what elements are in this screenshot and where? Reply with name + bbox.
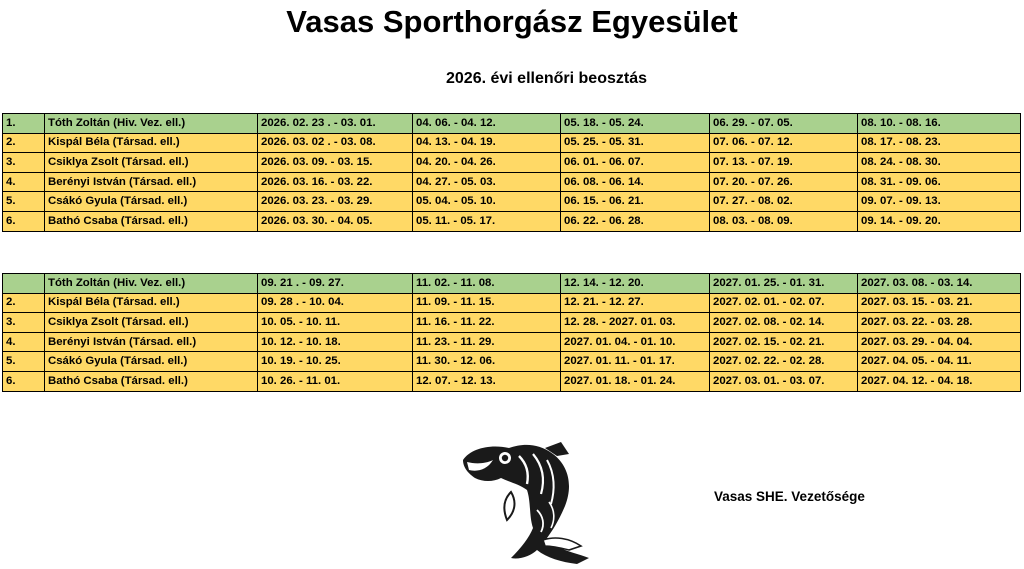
table-row bbox=[3, 211, 1021, 231]
table-row bbox=[3, 133, 1021, 153]
inspector-name: Berényi István (Társad. ell.) bbox=[45, 172, 258, 192]
signature: Vasas SHE. Vezetősége bbox=[714, 489, 865, 504]
inspector-name: Tóth Zoltán (Hiv. Vez. ell.) bbox=[45, 114, 258, 134]
date-cell: 09. 07. - 09. 13. bbox=[858, 192, 1021, 212]
row-number: 4. bbox=[3, 332, 45, 352]
date-cell: 06. 29. - 07. 05. bbox=[710, 114, 858, 134]
date-cell: 11. 02. - 11. 08. bbox=[413, 274, 561, 294]
inspector-name: Kispál Béla (Társad. ell.) bbox=[45, 133, 258, 153]
date-cell: 11. 16. - 11. 22. bbox=[413, 313, 561, 333]
date-cell: 05. 11. - 05. 17. bbox=[413, 211, 561, 231]
date-cell: 2027. 03. 08. - 03. 14. bbox=[858, 274, 1021, 294]
date-cell: 12. 21. - 12. 27. bbox=[561, 293, 710, 313]
inspector-name: Csiklya Zsolt (Társad. ell.) bbox=[45, 313, 258, 333]
inspector-name: Csiklya Zsolt (Társad. ell.) bbox=[45, 153, 258, 173]
date-cell: 05. 18. - 05. 24. bbox=[561, 114, 710, 134]
date-cell: 10. 05. - 10. 11. bbox=[258, 313, 413, 333]
row-number: 6. bbox=[3, 211, 45, 231]
table-row bbox=[3, 371, 1021, 391]
date-cell: 2027. 01. 04. - 01. 10. bbox=[561, 332, 710, 352]
table-row bbox=[3, 192, 1021, 212]
table-row bbox=[3, 293, 1021, 313]
date-cell: 2027. 03. 29. - 04. 04. bbox=[858, 332, 1021, 352]
date-cell: 2027. 01. 18. - 01. 24. bbox=[561, 371, 710, 391]
date-cell: 12. 28. - 2027. 01. 03. bbox=[561, 313, 710, 333]
date-cell: 2026. 02. 23 . - 03. 01. bbox=[258, 114, 413, 134]
date-cell: 2026. 03. 02 . - 03. 08. bbox=[258, 133, 413, 153]
date-cell: 07. 27. - 08. 02. bbox=[710, 192, 858, 212]
date-cell: 12. 14. - 12. 20. bbox=[561, 274, 710, 294]
page-title: Vasas Sporthorgász Egyesület bbox=[286, 4, 738, 39]
row-number: 3. bbox=[3, 313, 45, 333]
inspector-name: Csákó Gyula (Társad. ell.) bbox=[45, 352, 258, 372]
table-row bbox=[3, 153, 1021, 173]
jumping-fish-icon bbox=[457, 440, 597, 567]
date-cell: 11. 09. - 11. 15. bbox=[413, 293, 561, 313]
table-row bbox=[3, 332, 1021, 352]
date-cell: 11. 23. - 11. 29. bbox=[413, 332, 561, 352]
date-cell: 2026. 03. 23. - 03. 29. bbox=[258, 192, 413, 212]
schedule-table-second-half bbox=[2, 273, 1021, 392]
row-number bbox=[3, 274, 45, 294]
date-cell: 2027. 01. 25. - 01. 31. bbox=[710, 274, 858, 294]
date-cell: 08. 10. - 08. 16. bbox=[858, 114, 1021, 134]
row-number: 5. bbox=[3, 352, 45, 372]
date-cell: 06. 08. - 06. 14. bbox=[561, 172, 710, 192]
date-cell: 09. 14. - 09. 20. bbox=[858, 211, 1021, 231]
schedule-table-first-half bbox=[2, 113, 1021, 232]
inspector-name: Berényi István (Társad. ell.) bbox=[45, 332, 258, 352]
date-cell: 07. 13. - 07. 19. bbox=[710, 153, 858, 173]
row-number: 4. bbox=[3, 172, 45, 192]
row-number: 2. bbox=[3, 133, 45, 153]
row-number: 5. bbox=[3, 192, 45, 212]
table-row bbox=[3, 352, 1021, 372]
date-cell: 06. 01. - 06. 07. bbox=[561, 153, 710, 173]
row-number: 6. bbox=[3, 371, 45, 391]
inspector-name: Csákó Gyula (Társad. ell.) bbox=[45, 192, 258, 212]
inspector-name: Bathó Csaba (Társad. ell.) bbox=[45, 371, 258, 391]
date-cell: 10. 12. - 10. 18. bbox=[258, 332, 413, 352]
date-cell: 2027. 02. 22. - 02. 28. bbox=[710, 352, 858, 372]
date-cell: 05. 25. - 05. 31. bbox=[561, 133, 710, 153]
row-number: 1. bbox=[3, 114, 45, 134]
date-cell: 04. 13. - 04. 19. bbox=[413, 133, 561, 153]
date-cell: 09. 28 . - 10. 04. bbox=[258, 293, 413, 313]
date-cell: 11. 30. - 12. 06. bbox=[413, 352, 561, 372]
date-cell: 2027. 04. 05. - 04. 11. bbox=[858, 352, 1021, 372]
date-cell: 2027. 01. 11. - 01. 17. bbox=[561, 352, 710, 372]
table-row bbox=[3, 313, 1021, 333]
date-cell: 04. 27. - 05. 03. bbox=[413, 172, 561, 192]
date-cell: 08. 17. - 08. 23. bbox=[858, 133, 1021, 153]
date-cell: 12. 07. - 12. 13. bbox=[413, 371, 561, 391]
row-number: 2. bbox=[3, 293, 45, 313]
date-cell: 2026. 03. 30. - 04. 05. bbox=[258, 211, 413, 231]
date-cell: 2027. 02. 15. - 02. 21. bbox=[710, 332, 858, 352]
date-cell: 08. 24. - 08. 30. bbox=[858, 153, 1021, 173]
date-cell: 2027. 04. 12. - 04. 18. bbox=[858, 371, 1021, 391]
date-cell: 04. 06. - 04. 12. bbox=[413, 114, 561, 134]
date-cell: 07. 20. - 07. 26. bbox=[710, 172, 858, 192]
table-row bbox=[3, 114, 1021, 134]
date-cell: 07. 06. - 07. 12. bbox=[710, 133, 858, 153]
page-subtitle: 2026. évi ellenőri beosztás bbox=[446, 70, 647, 87]
date-cell: 2027. 03. 22. - 03. 28. bbox=[858, 313, 1021, 333]
date-cell: 2027. 03. 01. - 03. 07. bbox=[710, 371, 858, 391]
row-number: 3. bbox=[3, 153, 45, 173]
date-cell: 2027. 03. 15. - 03. 21. bbox=[858, 293, 1021, 313]
date-cell: 06. 15. - 06. 21. bbox=[561, 192, 710, 212]
inspector-name: Bathó Csaba (Társad. ell.) bbox=[45, 211, 258, 231]
table-row bbox=[3, 274, 1021, 294]
inspector-name: Kispál Béla (Társad. ell.) bbox=[45, 293, 258, 313]
date-cell: 08. 31. - 09. 06. bbox=[858, 172, 1021, 192]
date-cell: 2027. 02. 01. - 02. 07. bbox=[710, 293, 858, 313]
date-cell: 2026. 03. 09. - 03. 15. bbox=[258, 153, 413, 173]
date-cell: 06. 22. - 06. 28. bbox=[561, 211, 710, 231]
table-row bbox=[3, 172, 1021, 192]
date-cell: 10. 19. - 10. 25. bbox=[258, 352, 413, 372]
date-cell: 2026. 03. 16. - 03. 22. bbox=[258, 172, 413, 192]
date-cell: 08. 03. - 08. 09. bbox=[710, 211, 858, 231]
date-cell: 09. 21 . - 09. 27. bbox=[258, 274, 413, 294]
date-cell: 04. 20. - 04. 26. bbox=[413, 153, 561, 173]
date-cell: 10. 26. - 11. 01. bbox=[258, 371, 413, 391]
inspector-name: Tóth Zoltán (Hiv. Vez. ell.) bbox=[45, 274, 258, 294]
date-cell: 2027. 02. 08. - 02. 14. bbox=[710, 313, 858, 333]
date-cell: 05. 04. - 05. 10. bbox=[413, 192, 561, 212]
